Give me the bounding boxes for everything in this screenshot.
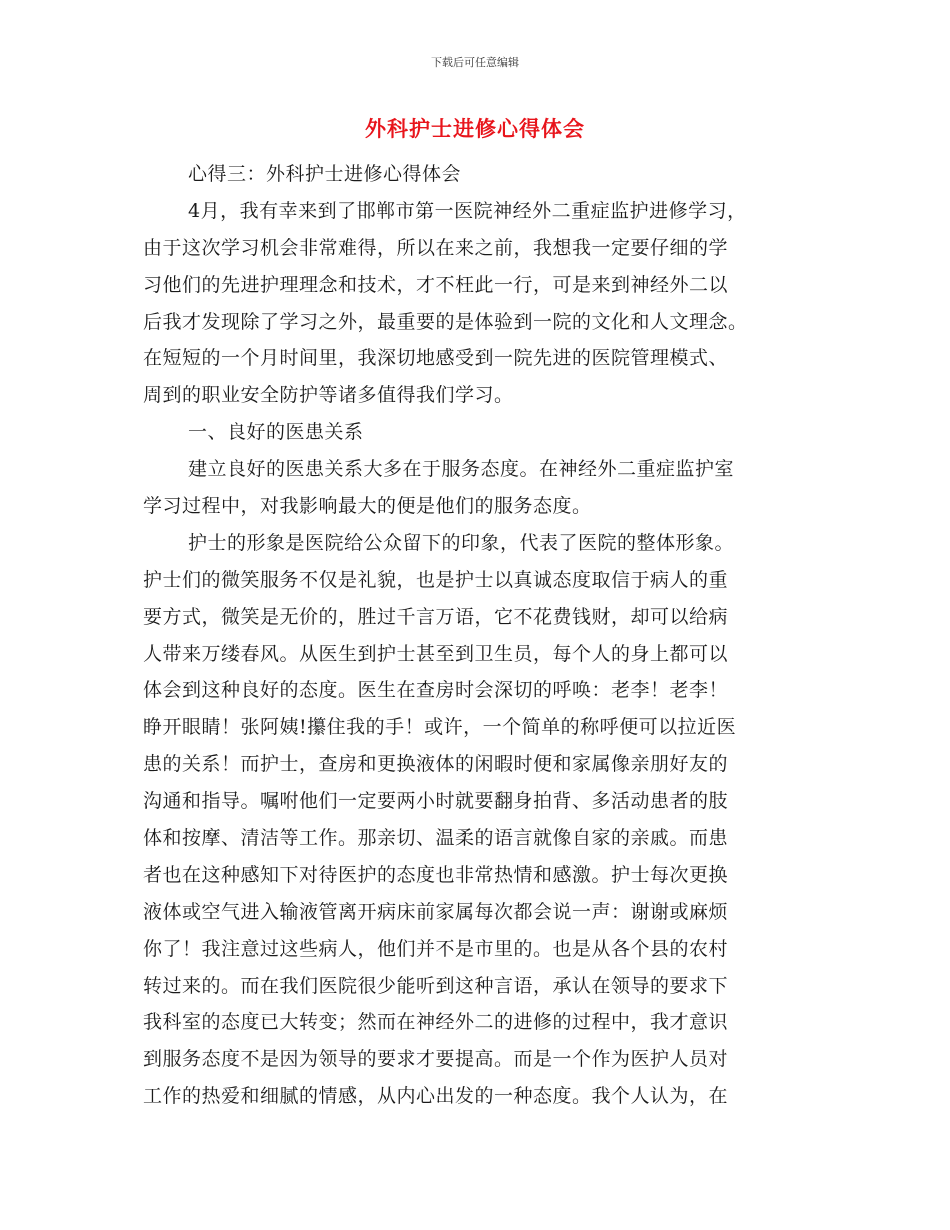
- text-line: 沟通和指导。嘱咐他们一定要两小时就要翻身拍背、多活动患者的肢: [143, 790, 729, 813]
- text-line: 要方式，微笑是无价的，胜过千言万语，它不花费钱财，却可以给病: [143, 605, 729, 628]
- text-line: 后我才发现除了学习之外，最重要的是体验到一院的文化和人文理念。: [143, 310, 748, 333]
- text-line: 人带来万缕春风。从医生到护士甚至到卫生员，每个人的身上都可以: [143, 642, 729, 665]
- text-line: 护士的形象是医院给公众留下的印象，代表了医院的整体形象。: [188, 531, 735, 554]
- text-line: 者也在这种感知下对待医护的态度也非常热情和感激。护士每次更换: [143, 863, 729, 886]
- text-line: 转过来的。而在我们医院很少能听到这种言语，承认在领导的要求下: [143, 974, 729, 997]
- text-line: 学习过程中，对我影响最大的便是他们的服务态度。: [143, 495, 592, 518]
- text-line: 周到的职业安全防护等诸多值得我们学习。: [143, 384, 514, 407]
- text-line: 体会到这种良好的态度。医生在查房时会深切的呼唤：老李！老李！: [143, 679, 729, 702]
- header-note: 下载后可任意编辑: [431, 56, 519, 69]
- text-line: 工作的热爱和细腻的情感，从内心出发的一种态度。我个人认为，在: [143, 1085, 729, 1108]
- text-line: 患的关系！而护士，查房和更换液体的闲暇时便和家属像亲朋好友的: [143, 753, 729, 776]
- text-line: 你了！我注意过这些病人，他们并不是市里的。也是从各个县的农村: [143, 937, 729, 960]
- text-line: 到服务态度不是因为领导的要求才要提高。而是一个作为医护人员对: [143, 1048, 729, 1071]
- text-line: 体和按摩、清洁等工作。那亲切、温柔的语言就像自家的亲戚。而患: [143, 827, 729, 850]
- text-line: 护士们的微笑服务不仅是礼貌，也是护士以真诚态度取信于病人的重: [143, 568, 729, 591]
- document-body: [143, 156, 808, 1115]
- text-line: 我科室的态度已大转变；然而在神经外二的进修的过程中，我才意识: [143, 1011, 729, 1034]
- text-line: 一、良好的医患关系: [188, 421, 364, 444]
- text-line: 习他们的先进护理理念和技术，才不枉此一行，可是来到神经外二以: [143, 273, 729, 296]
- text-line: 睁开眼睛！张阿姨!攥住我的手！或许，一个简单的称呼便可以拉近医: [143, 716, 737, 739]
- document-title: 外科护士进修心得体会: [365, 117, 585, 141]
- text-line: 心得三：外科护士进修心得体会: [188, 163, 462, 185]
- text-line: 液体或空气进入输液管离开病床前家属每次都会说一声：谢谢或麻烦: [143, 900, 729, 923]
- text-line: 建立良好的医患关系大多在于服务态度。在神经外二重症监护室: [188, 458, 735, 481]
- text-line: 4月，我有幸来到了邯郸市第一医院神经外二重症监护进修学习，: [188, 199, 747, 222]
- text-line: 由于这次学习机会非常难得，所以在来之前，我想我一定要仔细的学: [143, 236, 729, 259]
- text-line: 在短短的一个月时间里，我深切地感受到一院先进的医院管理模式、: [143, 347, 729, 370]
